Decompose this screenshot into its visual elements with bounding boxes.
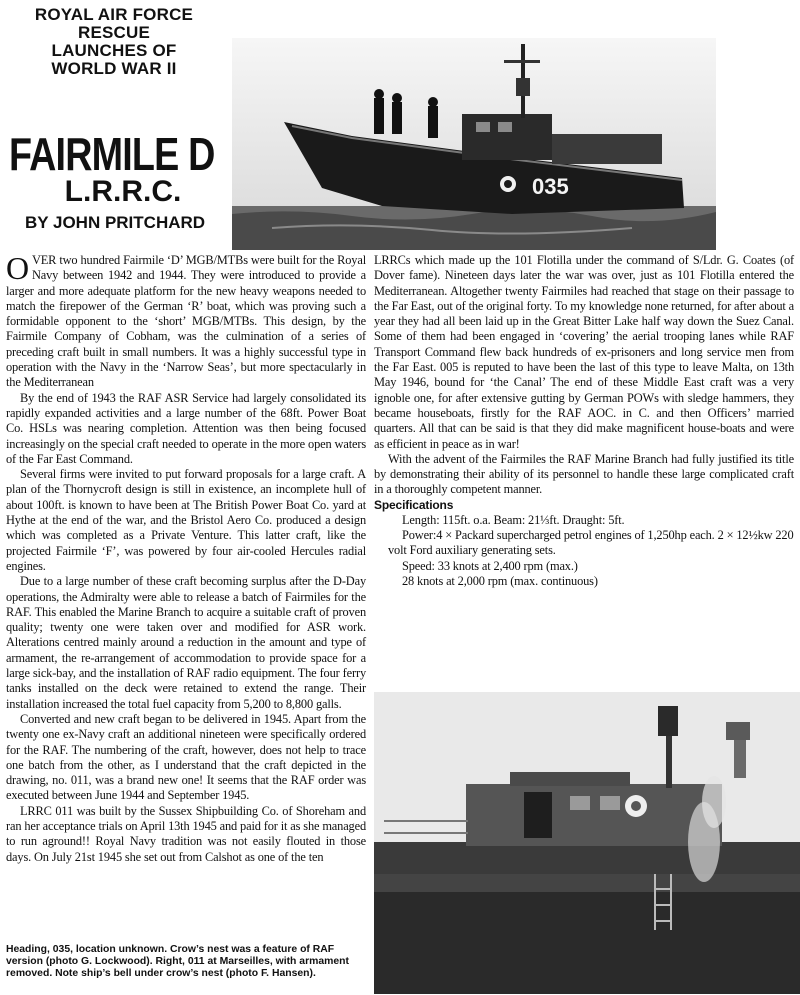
paragraph-5: Converted and new craft began to be delivered in 1945. Apart from the twenty one ex-Navy craft an additional nineteen were specifically ordered for the RAF. The numbering of the craft, however, does not help to trace one batch from the other, as I understand that the craft depicted in the drawing, no. 011, was a brand new one! It seems that the RAF order was executed between June 1944 and September 1945.: [6, 711, 366, 803]
spec-length: Length: 115ft. o.a. Beam: 21⅓ft. Draught: 5ft.: [402, 512, 625, 527]
paragraph-6: LRRC 011 was built by the Sussex Shipbuilding Co. of Shoreham and ran her acceptance trials on April 13th 1945 and paid for it as she managed to run aground!! Royal Navy tradition was not easily flouted in those days. On July 21st 1945 she set out from Calshot as one of the ten: [6, 803, 366, 864]
drop-cap: O: [6, 250, 29, 286]
article-subtitle: L.R.R.C.: [64, 175, 182, 208]
boat-photo-035: [232, 38, 716, 250]
series-heading: [14, 6, 214, 78]
series-line-4: WORLD WAR II: [51, 59, 177, 78]
boat-photo-011-marseilles: [374, 692, 800, 994]
paragraph-7: LRRCs which made up the 101 Flotilla under the command of S/Ldr. G. Coates (of Dover fame). Nineteen days later the war was over, just as 101 Flotilla entered the Mediterranean. Altogether twenty Fairmiles had reached that stage on their passage to the Far East, out of the original forty. To my knowledge none returned, for after about a year they had all been laid up in the Great Bitter Lake half way down the Suez Canal. Some of them had been engaged in ‘covering’ the aerial trooping lanes while RAF Transport Command flew back hundreds of ex-prisoners and long service men from the Far East. 005 is reputed to have been the last of this type to leave Malta, on 13th May 1946, bound for ‘the Canal’ The end of these Middle East craft was a very ignoble one, for after extensive gutting by German POWs with sledge hammers, they became houseboats, firstly for the RAF AOC. in C. and then Officers’ married quarters. All that can be said is that they did make magnificent house-boats and were as efficient in peace as in war!: [374, 253, 795, 451]
paragraph-4: Due to a large number of these craft becoming surplus after the D-Day operations, the Admiralty were able to release a batch of Fairmiles for the RAF. This enabled the Marine Branch to acquire a suitable craft of proven quality; twenty one were taken over and modified for ASR work. Alterations centred mainly around a reduction in the amount and type of armament, the re-arrangement of accommodation to provide space for a large sick-bay, and the installation of RAF radio equipment. The four ferry tanks installed on the deck were retained to extend the range. Their installation increased the total fuel capacity from 5,200 to 8,800 galls.: [6, 574, 366, 711]
byline: BY JOHN PRITCHARD: [24, 213, 206, 232]
article-right-column: [374, 253, 794, 589]
hull-number-label: 035: [532, 174, 569, 199]
paragraph-1-text: VER two hundred Fairmile ‘D’ MGB/MTBs were built for the Royal Navy between 1942 and 1944. They were introduced to provide a larger and more adequate platform for the new heavy weapons needed to match the firepower of the German ‘R’ boat, which was proving such a formidable opponent to the ‘short’ MGB/MTBs. This design, by the Fairmile Company of Cobham, was the culmination of a series of preceding craft built in small numbers. It was a highly successful type in operation with the Navy in the ‘Narrow Seas’, but more spectacularly in the Mediterranean: [6, 253, 366, 390]
series-line-2: RESCUE: [77, 23, 151, 42]
spec-speed: Speed: 33 knots at 2,400 rpm (max.): [402, 558, 578, 573]
series-line-3: LAUNCHES OF: [51, 41, 177, 60]
specifications-heading: Specifications: [374, 497, 454, 512]
photo-caption: Heading, 035, location unknown. Crow’s nest was a feature of RAF version (photo G. Lockwood). Right, 011 at Marseilles, with armament removed. Note ship’s bell under crow’s nest (photo F. Hansen).: [6, 944, 349, 979]
paragraph-8: With the advent of the Fairmiles the RAF Marine Branch had fully justified its title by demonstrating their ability of its personnel to handle these large complicated craft in a thoroughly competent manner.: [374, 451, 794, 497]
paragraph-2: By the end of 1943 the RAF ASR Service had largely consolidated its rapidly expanded activities and a large number of the 68ft. Power Boat Co. HSLs was nearing completion. Attention was then being focused increasingly on the special craft needed to operate in the more open waters of the Far East Command.: [6, 390, 366, 466]
spec-speed-continuous: 28 knots at 2,000 rpm (max. continuous): [402, 573, 598, 588]
article-left-column: [6, 250, 366, 865]
paragraph-1: [6, 250, 366, 391]
article-title: FAIRMILE D: [8, 128, 215, 180]
series-line-1: ROYAL AIR FORCE: [34, 5, 194, 24]
paragraph-3: Several firms were invited to put forward proposals for a large craft. A plan of the Thornycroft design is still in existence, an incomplete hull of about 100ft. is known to have been at The British Power Boat Co. yard at Hythe at the end of the war, and the Bristol Aero Co. produced a design which was completed as a Private Venture. This latter craft, like the projected Fairmile ‘F’, was powered by four air-cooled Hercules radial engines.: [6, 467, 366, 573]
spec-power: Power:4 × Packard supercharged petrol engines of 1,250hp each. 2 × 12½kw 220 volt Ford auxiliary generating sets.: [388, 528, 794, 558]
